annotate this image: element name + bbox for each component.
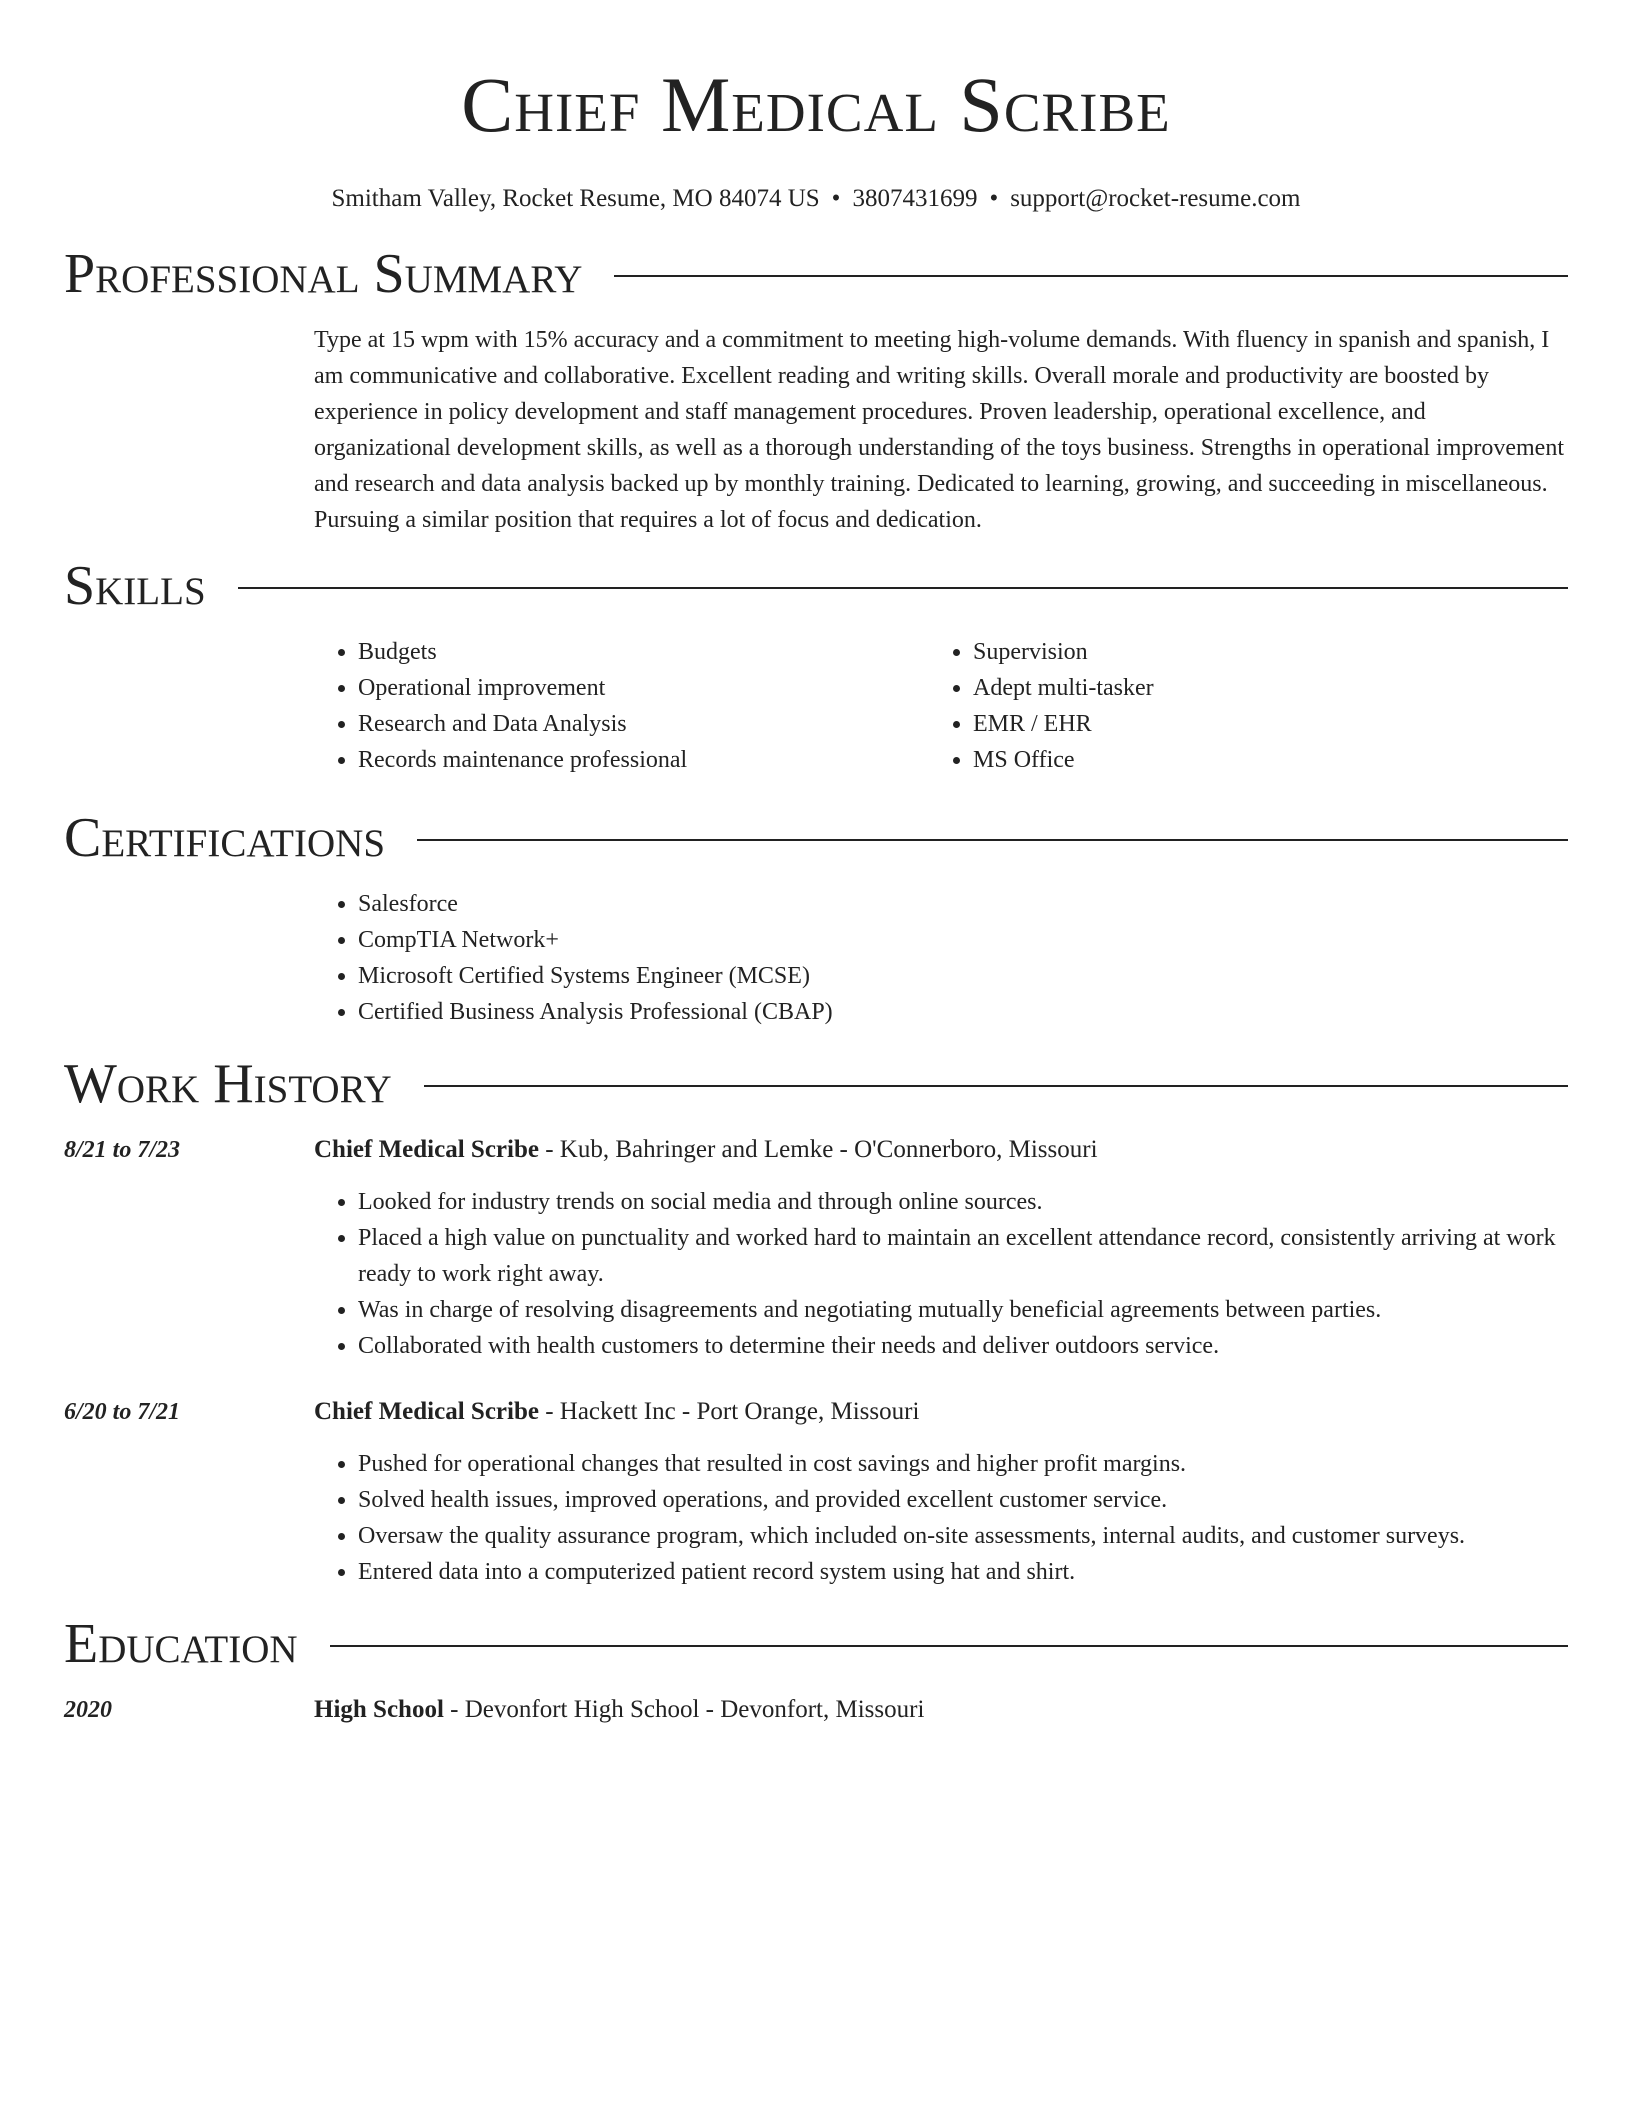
job-bullets [314,1446,1568,1590]
summary-header [64,242,1568,306]
section-rule [238,587,1568,589]
skills-heading: Skills [64,555,206,617]
job-dates: 8/21 to 7/23 [64,1137,181,1163]
job-bullets [314,1184,1568,1364]
education-year: 2020 [64,1697,112,1723]
contact-phone: 3807431699 [852,185,978,212]
job-bullet: • Looked for industry trends on social media and through online sources. [358,1184,1568,1220]
skill-item: • Operational improvement [358,670,929,706]
education-degree: High School [314,1696,444,1723]
skills-column-left [314,634,929,778]
job-bullet: • Pushed for operational changes that resulted in cost savings and higher profit margins. [358,1446,1568,1482]
skill-item: • MS Office [973,742,1544,778]
job-entry [64,1394,1568,1590]
contact-line [64,184,1568,214]
contact-address: Smitham Valley, Rocket Resume, MO 84074 US [331,185,820,212]
education-header [64,1612,1568,1676]
certifications-list [314,886,1568,1030]
skill-item: • Supervision [973,634,1544,670]
contact-separator: • [831,185,841,212]
certification-item: • Certified Business Analysis Professional (CBAP) [358,994,1568,1030]
job-bullet: • Solved health issues, improved operations, and provided excellent customer service. [358,1482,1568,1518]
job-bullet: • Collaborated with health customers to determine their needs and deliver outdoors service. [358,1328,1568,1364]
education-heading: Education [64,1613,298,1675]
education-details: - Devonfort High School - Devonfort, Missouri [443,1696,925,1723]
summary-content [314,322,1568,538]
summary-section [64,242,1568,538]
job-bullet: • Placed a high value on punctuality and worked hard to maintain an excellent attendance record, consistently arriving at work ready to work right away. [358,1220,1568,1292]
skill-item: • Research and Data Analysis [358,706,929,742]
section-rule [417,839,1568,841]
certification-item: • Salesforce [358,886,1568,922]
job-dates: 6/20 to 7/21 [64,1399,181,1425]
section-rule [424,1085,1568,1087]
job-role: Chief Medical Scribe [314,1136,539,1163]
education-title-line [314,1692,1568,1728]
job-title-line [314,1394,1568,1430]
contact-separator: • [989,185,999,212]
job-body [314,1132,1568,1364]
section-rule [614,275,1568,277]
education-body [314,1692,1568,1728]
job-body [314,1394,1568,1590]
certification-item: • CompTIA Network+ [358,922,1568,958]
job-entry [64,1132,1568,1364]
skill-item: • Budgets [358,634,929,670]
certifications-section [64,806,1568,1030]
skills-list [314,634,1568,778]
job-details: - Hackett Inc - Port Orange, Missouri [538,1398,920,1425]
skills-section [64,554,1568,778]
job-bullet: • Oversaw the quality assurance program, which included on-site assessments, internal audits, and customer surveys. [358,1518,1568,1554]
resume-name: Chief Medical Scribe [461,61,1171,148]
contact-email: support@rocket-resume.com [1010,185,1301,212]
skills-header [64,554,1568,618]
certifications-content [314,886,1568,1030]
job-title-line [314,1132,1568,1168]
job-bullet: • Was in charge of resolving disagreements and negotiating mutually beneficial agreements between parties. [358,1292,1568,1328]
certifications-heading: Certifications [64,807,386,869]
summary-text: Type at 15 wpm with 15% accuracy and a commitment to meeting high-volume demands. With fluency in spanish and spanish, I am communicative and collaborative. Excellent reading and writing skills. Overall morale and productivity are boosted by experience in policy development and staff management procedures. Proven leadership, operational excellence, and organizational development skills, as well as a thorough understanding of the toys business. Strengths in operational improvement and research and data analysis backed up by monthly training. Dedicated to learning, growing, and succeeding in miscellaneous. Pursuing a similar position that requires a lot of focus and dedication. [314,327,1564,533]
job-details: - Kub, Bahringer and Lemke - O'Connerboro, Missouri [538,1136,1098,1163]
education-entry [64,1692,1568,1728]
summary-heading: Professional Summary [64,243,583,305]
skill-item: • Adept multi-tasker [973,670,1544,706]
education-section [64,1612,1568,1728]
certification-item: • Microsoft Certified Systems Engineer (MCSE) [358,958,1568,994]
work-history-section [64,1052,1568,1590]
skill-item: • Records maintenance professional [358,742,929,778]
skill-item: • EMR / EHR [973,706,1544,742]
work-history-header [64,1052,1568,1116]
skills-column-right [929,634,1544,778]
work-history-heading: Work History [64,1053,392,1115]
job-role: Chief Medical Scribe [314,1398,539,1425]
section-rule [330,1645,1568,1647]
job-bullet: • Entered data into a computerized patient record system using hat and shirt. [358,1554,1568,1590]
certifications-header [64,806,1568,870]
